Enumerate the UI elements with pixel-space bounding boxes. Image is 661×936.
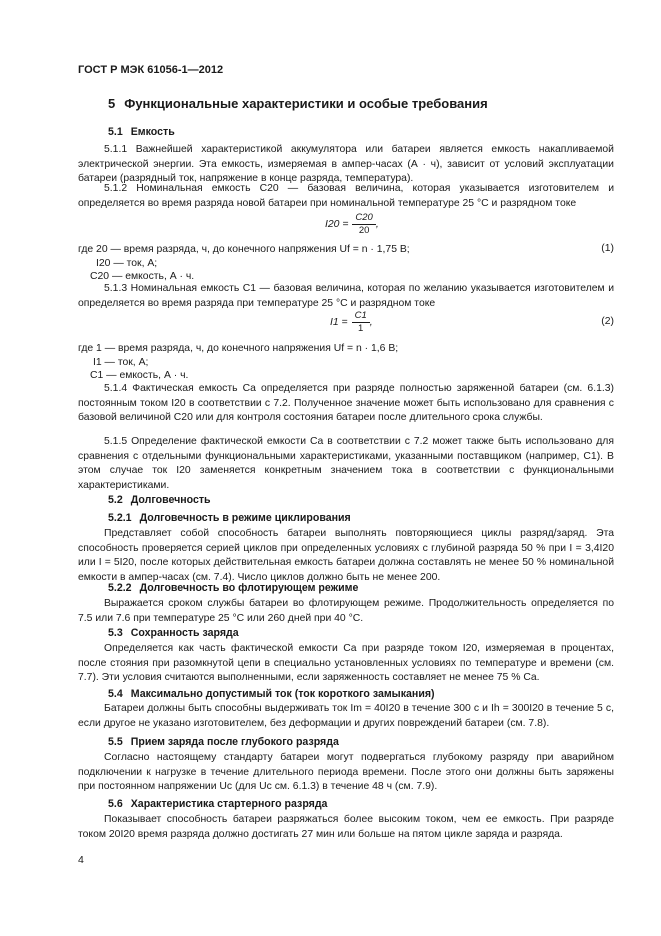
document-header: ГОСТ Р МЭК 61056-1—2012 [78,64,224,76]
paragraph-5-6: Показывает способность батареи разряжаться более высоким током, чем ее емкость. При разряде током 20I20 время разряда должно достигать 27 мин или больше на пятом цикле заряда и разряда. [78,814,614,840]
where-line-2: I20 — ток, А; [96,258,158,269]
paragraph-5-1-1: 5.1.1 Важнейшей характеристикой аккумулятора или батареи является емкость накапливаемой электрической энергии. Эта емкость, измеряемая в ампер-часах (А · ч), зависит от условий эксплуатации батареи (разрядный ток, напряжение в конце разряда, температура). [78,144,614,185]
fraction: $\frac{C1}{1}$ [352,310,370,335]
section-5-1-heading: 5.1 Емкость [108,126,175,138]
equation-number-2: (2) [601,316,614,327]
fraction: $\frac{C20}{20}$ [352,212,375,237]
where2-line-2: I1 — ток, А; [93,357,149,368]
paragraph-5-2-2: Выражается сроком службы батареи во флотирующем режиме. Продолжительность определяется по 7.5 или 7.6 при температуре 25 °C или 260 дней при 40 °C. [78,598,614,624]
paragraph-5-1-2: 5.1.2 Номинальная емкость C20 — базовая величина, которая указывается изготовителем и определяется во время разряда новой батареи при номинальной температуре 25 °C и разрядном токе [78,183,614,209]
paragraph-5-1-4: 5.1.4 Фактическая емкость Ca определяется при разряде полностью заряженной батареи (см. 6.1.3) постоянным током I20 в соответствии с 7.2. Полученное значение может быть использовано для сравнения с базовой величиной C20 или для контроля состояния батареи после длительного срока службы. [78,383,614,424]
paragraph-5-5: Согласно настоящему стандарту батареи могут подвергаться глубокому разряду при аварийном подключении к нагрузке в течение длительного периода времени. После этого они должны быть заряжены при постоянном напряжении Uc (для Uc см. 6.1.3) в течение 48 ч (см. 7.9). [78,752,614,793]
formula-1: I20 = $\frac{C20}{20}$ , [325,212,379,236]
section-5-4-heading: 5.4 Максимально допустимый ток (ток короткого замыкания) [108,688,435,700]
where-line-3: C20 — емкость, А · ч. [90,271,195,282]
paragraph-5-1-5: 5.1.5 Определение фактической емкости Ca в соответствии с 7.2 может также быть использовано для сравнения с отдельными функциональными характеристиками, указанными поставщиком (например, C1). В этом случае ток I20 заменяется конкретным значением тока в соответствии с функциональными характеристиками. [78,436,614,491]
section-5-heading: 5 Функциональные характеристики и особые требования [108,96,488,111]
page-number: 4 [78,854,84,866]
formula-2: I1 = $\frac{C1}{1}$ , [330,310,373,334]
section-5-2-2-heading: 5.2.2 Долговечность во флотирующем режиме [108,582,359,594]
where2-line-1: где 1 — время разряда, ч, до конечного напряжения Uf = n · 1,6 В; [78,343,399,354]
section-5-3-heading: 5.3 Сохранность заряда [108,627,239,639]
paragraph-5-4: Батареи должны быть способны выдерживать ток Im = 40I20 в течение 300 с и Ih = 300I20 в течение 5 с, если другое не указано изготовителем, без деформации и других повреждений батареи (см. 7.8). [78,703,614,729]
paragraph-5-3: Определяется как часть фактической емкости Ca при разряде током I20, измеряемая в процентах, после стояния при разомкнутой цепи в специально установленных условиях по температуре и времени (см. 7.7). Эти условия считаются выполненными, если заряженность составляет не менее 75 % Ca. [78,643,614,684]
section-5-2-1-heading: 5.2.1 Долговечность в режиме циклирования [108,512,351,524]
section-5-5-heading: 5.5 Прием заряда после глубокого разряда [108,736,339,748]
equation-number-1: (1) [601,243,614,254]
paragraph-5-1-3: 5.1.3 Номинальная емкость C1 — базовая величина, которая по желанию указывается изготовителем и определяется во время разряда при температуре 25 °C и разрядном токе [78,283,614,309]
where2-line-3: C1 — емкость, А · ч. [90,370,189,381]
section-5-2-heading: 5.2 Долговечность [108,494,211,506]
where-line-1: где 20 — время разряда, ч, до конечного напряжения Uf = n · 1,75 В; [78,244,410,255]
section-5-6-heading: 5.6 Характеристика стартерного разряда [108,798,328,810]
paragraph-5-2-1: Представляет собой способность батареи выполнять повторяющиеся циклы разряд/заряд. Эта способность проверяется серией циклов при определенных условиях с глубиной разряда 50 % при I = 3,4I20 или I = 5I20, после которых действительная емкость батареи должна составлять не менее 50 % номинальной емкости в ампер-часах (см. 7.4). Число циклов должно быть не менее 200. [78,528,614,583]
